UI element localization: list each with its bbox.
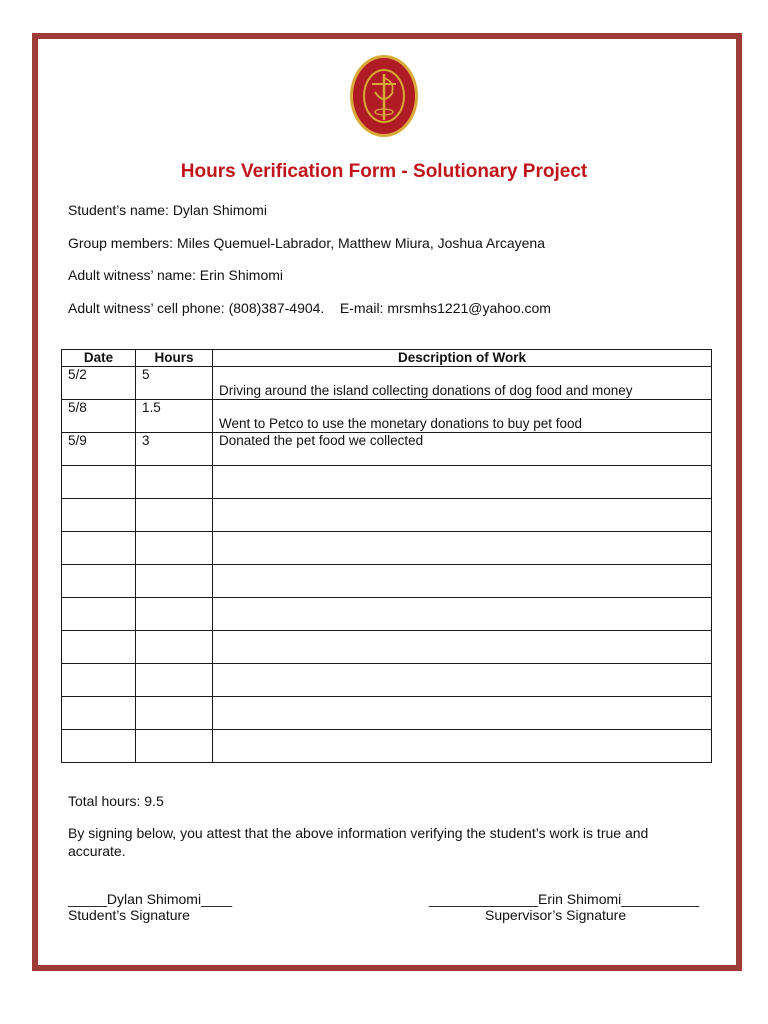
total-hours: Total hours: 9.5 <box>68 793 164 809</box>
form-title: Hours Verification Form - Solutionary Project <box>180 161 588 182</box>
table-row <box>62 631 712 664</box>
supervisor-signature-line: ______________Erin Shimomi__________ <box>429 891 700 907</box>
attestation-text: By signing below, you attest that the above information verifying the student’s work is true and accurate. <box>68 825 649 859</box>
table-header-row <box>62 350 712 367</box>
hours-table <box>61 349 712 763</box>
group-members-line <box>68 235 545 251</box>
hours-cell <box>136 598 213 631</box>
description-cell <box>213 499 712 532</box>
student-signature-block <box>68 891 232 923</box>
group-members-value: Miles Quemuel-Labrador, Matthew Miura, Joshua Arcayena <box>176 235 546 251</box>
witness-email-label: E-mail: <box>339 300 384 316</box>
date-cell <box>62 532 136 565</box>
date-cell: 5/9 <box>62 433 136 466</box>
description-cell <box>213 664 712 697</box>
student-signature-line: _____Dylan Shimomi____ <box>68 891 233 907</box>
student-name-label: Student’s name: <box>68 202 169 218</box>
student-name-value: Dylan Shimomi <box>172 202 267 218</box>
table-row <box>62 598 712 631</box>
hours-cell <box>136 532 213 565</box>
hours-column-header: Hours <box>136 350 213 367</box>
witness-name-line <box>68 267 283 283</box>
hours-cell <box>136 697 213 730</box>
witness-name-label: Adult witness’ name: <box>68 267 196 283</box>
date-cell <box>62 697 136 730</box>
table-row <box>62 664 712 697</box>
hours-cell <box>136 664 213 697</box>
description-cell <box>213 631 712 664</box>
description-cell <box>213 598 712 631</box>
student-name-line <box>68 202 267 218</box>
table-row <box>62 466 712 499</box>
description-text: Went to Petco to use the monetary donations to buy pet food <box>219 416 582 431</box>
witness-phone-label: Adult witness’ cell phone: <box>68 300 225 316</box>
witness-email-value: mrsmhs1221@yahoo.com <box>387 300 551 316</box>
date-cell <box>62 499 136 532</box>
supervisor-signature-block <box>429 891 699 923</box>
school-seal-logo <box>349 54 419 138</box>
description-cell <box>213 400 712 433</box>
table-row <box>62 730 712 763</box>
hours-cell <box>136 730 213 763</box>
table-row <box>62 532 712 565</box>
witness-contact-line <box>68 300 551 316</box>
date-cell <box>62 631 136 664</box>
table-row <box>62 565 712 598</box>
hours-cell <box>136 466 213 499</box>
description-cell <box>213 466 712 499</box>
description-column-header: Description of Work <box>213 350 712 367</box>
description-cell <box>213 367 712 400</box>
hours-cell <box>136 499 213 532</box>
table-row <box>62 400 712 433</box>
date-cell: 5/2 <box>62 367 136 400</box>
table-row <box>62 367 712 400</box>
hours-cell <box>136 565 213 598</box>
description-cell <box>213 697 712 730</box>
witness-phone-value: (808)387-4904. <box>228 300 325 316</box>
description-cell <box>213 433 712 466</box>
hours-cell: 1.5 <box>136 400 213 433</box>
date-cell: 5/8 <box>62 400 136 433</box>
description-text: Donated the pet food we collected <box>219 433 424 448</box>
date-cell <box>62 664 136 697</box>
group-members-label: Group members: <box>68 235 174 251</box>
witness-name-value: Erin Shimomi <box>199 267 284 283</box>
hours-cell <box>136 631 213 664</box>
date-cell <box>62 466 136 499</box>
table-row <box>62 433 712 466</box>
hours-cell: 3 <box>136 433 213 466</box>
description-cell <box>213 730 712 763</box>
description-cell <box>213 532 712 565</box>
date-cell <box>62 565 136 598</box>
table-row <box>62 697 712 730</box>
date-column-header: Date <box>62 350 136 367</box>
date-cell <box>62 730 136 763</box>
hours-cell: 5 <box>136 367 213 400</box>
supervisor-signature-caption: Supervisor’s Signature <box>485 907 627 923</box>
date-cell <box>62 598 136 631</box>
description-text: Driving around the island collecting donations of dog food and money <box>219 383 633 398</box>
description-cell <box>213 565 712 598</box>
table-row <box>62 499 712 532</box>
student-signature-caption: Student’s Signature <box>68 907 190 923</box>
